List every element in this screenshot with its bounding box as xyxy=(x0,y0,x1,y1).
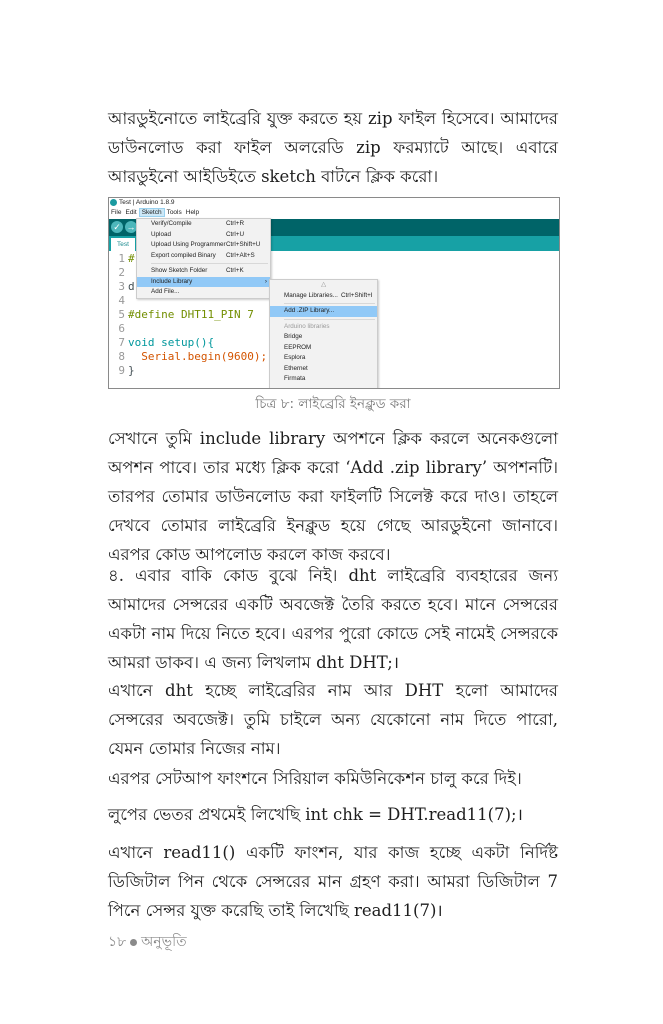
upload-button[interactable]: → xyxy=(126,222,136,232)
include-library-submenu xyxy=(269,279,378,389)
page-number: ১৮ xyxy=(108,934,127,950)
code-text: # xyxy=(128,252,135,265)
menu-item-upload[interactable] xyxy=(137,230,270,241)
menu-item-export-binary[interactable] xyxy=(137,251,270,262)
code-text: Serial.begin(9600); xyxy=(128,350,268,363)
menu-item-manage-libraries[interactable] xyxy=(270,291,377,302)
scroll-up-arrow-icon[interactable]: △ xyxy=(321,281,326,288)
line-number: 5 xyxy=(118,308,125,321)
line-number: 6 xyxy=(118,322,125,335)
section-arduino-libraries: Arduino libraries xyxy=(284,322,330,330)
menu-edit[interactable]: Edit xyxy=(125,209,137,216)
line-number: 3 xyxy=(118,280,125,293)
paragraph-dht-explanation: এখানে dht হচ্ছে লাইব্রেরির নাম আর DHT হলো আমাদের সেন্সরের অবজেক্ট। তুমি চাইলে অন্য যেকোনো নাম দিতে পারো, যেমন তোমার নিজের নাম। xyxy=(108,681,558,758)
menu-item-label: Upload xyxy=(151,230,171,238)
code-line-6 xyxy=(109,323,128,335)
book-title: অনুভূতি xyxy=(141,934,187,950)
menu-item-show-sketch-folder[interactable] xyxy=(137,266,270,277)
line-number: 1 xyxy=(118,252,125,265)
menu-file[interactable]: File xyxy=(111,209,122,216)
line-number: 8 xyxy=(118,350,125,363)
menu-separator xyxy=(151,263,268,264)
menu-item-include-library[interactable] xyxy=(137,277,270,288)
code-line-5 xyxy=(109,309,254,321)
menu-item-shortcut: Ctrl+Shift+I xyxy=(341,291,373,299)
library-item-bridge[interactable]: Bridge xyxy=(284,333,303,340)
menu-item-shortcut: Ctrl+K xyxy=(226,267,244,274)
ide-menu-bar xyxy=(109,208,559,217)
library-item-esplora[interactable]: Esplora xyxy=(284,354,306,361)
menu-item-label: Export compiled Binary xyxy=(151,251,216,259)
library-item-eeprom[interactable]: EEPROM xyxy=(284,343,312,351)
bullet-separator-icon xyxy=(130,939,137,946)
menu-item-add-zip-library[interactable]: Add .ZIP Library... xyxy=(270,306,377,317)
menu-item-label: Add File... xyxy=(151,288,180,295)
menu-item-label: Include Library xyxy=(151,277,193,285)
menu-item-label: Show Sketch Folder xyxy=(151,267,208,274)
verify-button[interactable]: ✓ xyxy=(111,221,123,233)
menu-tools[interactable]: Tools xyxy=(166,209,182,216)
code-text: d xyxy=(128,280,135,293)
code-line-1 xyxy=(109,253,135,265)
ide-title-bar xyxy=(109,198,559,208)
sketch-menu xyxy=(136,218,271,299)
code-line-9 xyxy=(109,365,135,377)
menu-item-label: Manage Libraries... xyxy=(284,291,338,299)
menu-separator xyxy=(284,319,375,320)
code-line-4 xyxy=(109,295,128,307)
code-line-7 xyxy=(109,337,214,349)
arduino-app-icon xyxy=(110,199,117,206)
code-line-2 xyxy=(109,267,128,279)
paragraph-read11-explanation: এখানে read11() একটি ফাংশন, যার কাজ হচ্ছে একটা নির্দিষ্ট ডিজিটাল পিন থেকে সেন্সরের মান গ্রহণ করা। আমরা ডিজিটাল 7 পিনে সেন্সর যুক্ত করেছি তাই লিখেছি read11(7)। xyxy=(108,843,558,920)
menu-item-upload-using-programmer[interactable] xyxy=(137,240,270,251)
menu-help[interactable]: Help xyxy=(185,209,200,216)
menu-item-shortcut: Ctrl+Alt+S xyxy=(226,251,255,259)
submenu-arrow-icon: › xyxy=(264,277,267,285)
code-text: void setup(){ xyxy=(128,336,215,349)
menu-item-verify-compile[interactable] xyxy=(137,219,270,230)
arduino-ide-screenshot xyxy=(108,197,560,389)
menu-item-shortcut: Ctrl+U xyxy=(226,230,245,238)
library-item-ethernet[interactable]: Ethernet xyxy=(284,364,308,372)
code-line-3 xyxy=(109,281,135,293)
figure-caption: চিত্র ৮: লাইব্রেরি ইনক্লুড করা xyxy=(255,396,411,412)
menu-item-label: Verify/Compile xyxy=(151,220,192,227)
code-text: } xyxy=(128,364,135,377)
library-item-firmata[interactable]: Firmata xyxy=(284,375,306,382)
paragraph-include-library: সেখানে তুমি include library অপশনে ক্লিক করলে অনেকগুলো অপশন পাবে। তার মধ্যে ক্লিক করো ‘Add .zip library’ অপশনটি। তারপর তোমার ডাউনলোড করা ফাইলটি সিলেক্ট করে দাও। তাহলে দেখবে তোমার লাইব্রেরি ইনক্লুড হয়ে গেছে আরডুইনো জানাবে। এরপর কোড আপলোড করলে কাজ করবে। xyxy=(108,429,558,564)
line-number: 4 xyxy=(118,294,125,307)
menu-item-shortcut: Ctrl+Shift+U xyxy=(226,241,261,248)
paragraph-setup-serial: এরপর সেটআপ ফাংশনে সিরিয়াল কমিউনিকেশন চালু করে দিই। xyxy=(108,769,522,788)
line-number: 2 xyxy=(118,266,125,279)
tab-test[interactable]: Test xyxy=(111,238,135,251)
line-number: 7 xyxy=(118,336,125,349)
menu-separator xyxy=(284,303,375,304)
page-footer xyxy=(108,930,187,954)
code-line-8 xyxy=(109,351,267,363)
menu-item-shortcut: Ctrl+R xyxy=(226,220,245,227)
menu-item-label: Upload Using Programmer xyxy=(151,241,226,248)
menu-sketch[interactable]: Sketch xyxy=(139,208,165,217)
menu-item-add-file[interactable] xyxy=(137,287,270,298)
code-text: #define DHT11_PIN 7 xyxy=(128,308,254,321)
ide-window-title: Test | Arduino 1.8.9 xyxy=(119,199,175,206)
paragraph-step-4: ৪. এবার বাকি কোড বুঝে নিই। dht লাইব্রেরি ব্যবহারের জন্য আমাদের সেন্সরের একটি অবজেক্ট তৈরি করতে হবে। মানে সেন্সরের একটা নাম দিয়ে নিতে হবে। এরপর পুরো কোডে সেই নামেই সেন্সরকে আমরা ডাকব। এ জন্য লিখলাম dht DHT;। xyxy=(108,566,558,672)
paragraph-loop-read: লুপের ভেতর প্রথমেই লিখেছি int chk = DHT.read11(7);। xyxy=(108,805,523,824)
line-number: 9 xyxy=(118,364,125,377)
paragraph-intro-zip: আরডুইনোতে লাইব্রেরি যুক্ত করতে হয় zip ফাইল হিসেবে। আমাদের ডাউনলোড করা ফাইল অলরেডি zip ফরম্যাটে আছে। এবারে আরডুইনো আইডিইতে sketch বাটনে ক্লিক করো। xyxy=(108,109,558,186)
